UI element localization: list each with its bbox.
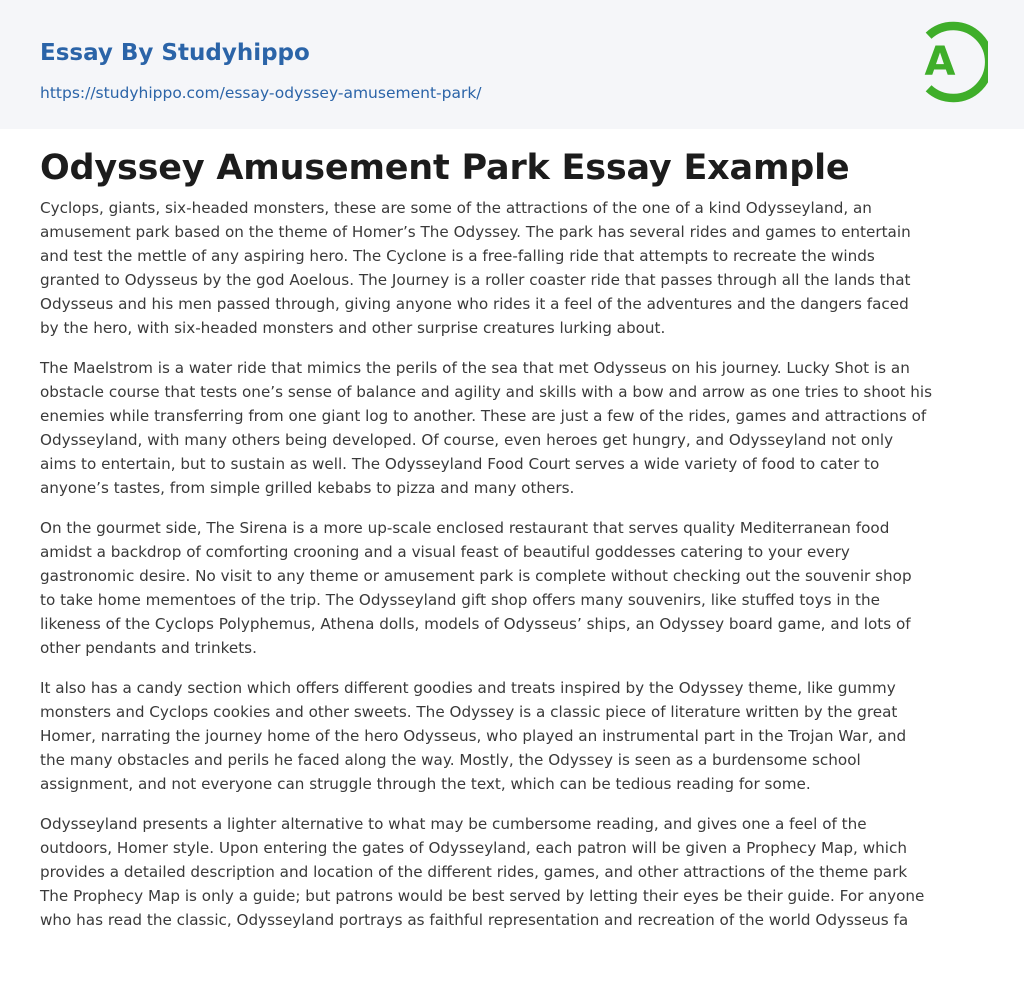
essay-paragraph [40,812,984,932]
paragraph-line: Homer, narrating the journey home of the hero Odysseus, who played an instrumental part in the Trojan War, and [40,727,907,745]
paragraph-line: The Prophecy Map is only a guide; but patrons would be best served by letting their eyes be their guide. For anyone [40,887,925,905]
paragraph-line: Cyclops, giants, six-headed monsters, these are some of the attractions of the one of a kind Odysseyland, an [40,199,872,217]
logo-letter: A [924,39,956,85]
site-header [0,0,1024,129]
brand-title: Essay By Studyhippo [40,40,310,66]
essay-paragraph [40,676,984,796]
essay-paragraph [40,356,984,500]
paragraph-line: It also has a candy section which offers different goodies and treats inspired by the Odyssey theme, like gummy [40,679,896,697]
paragraph-line: enemies while transferring from one giant log to another. These are just a few of the rides, games and attractions of [40,407,927,425]
paragraph-line: anyone’s tastes, from simple grilled kebabs to pizza and many others. [40,479,575,497]
paragraph-line: likeness of the Cyclops Polyphemus, Athena dolls, models of Odysseus’ ships, an Odyssey board game, and lots of [40,615,911,633]
paragraph-line: Odysseus and his men passed through, giving anyone who rides it a feel of the adventures and the dangers faced [40,295,909,313]
paragraph-line: by the hero, with six-headed monsters and other surprise creatures lurking about. [40,319,666,337]
paragraph-line: amidst a backdrop of comforting crooning and a visual feast of beautiful goddesses catering to your every [40,543,850,561]
paragraph-line: the many obstacles and perils he faced along the way. Mostly, the Odyssey is seen as a burdensome school [40,751,861,769]
paragraph-line: assignment, and not everyone can struggle through the text, which can be tedious reading for some. [40,775,811,793]
paragraph-line: obstacle course that tests one’s sense of balance and agility and skills with a bow and arrow as one tries to shoot his [40,383,933,401]
paragraph-line: The Maelstrom is a water ride that mimics the perils of the sea that met Odysseus on his journey. Lucky Shot is an [40,359,910,377]
source-url-link[interactable]: https://studyhippo.com/essay-odyssey-amusement-park/ [40,84,482,102]
paragraph-line: Odysseyland presents a lighter alternative to what may be cumbersome reading, and gives one a feel of the [40,815,867,833]
paragraph-line: gastronomic desire. No visit to any theme or amusement park is complete without checking out the souvenir shop [40,567,912,585]
paragraph-line: outdoors, Homer style. Upon entering the gates of Odysseyland, each patron will be given a Prophecy Map, which [40,839,907,857]
page-title: Odyssey Amusement Park Essay Example [40,148,850,188]
paragraph-line: Odysseyland, with many others being developed. Of course, even heroes get hungry, and Odysseyland not only [40,431,894,449]
paragraph-line: and test the mettle of any aspiring hero. The Cyclone is a free-falling ride that attempts to recreate the winds [40,247,875,265]
paragraph-line: who has read the classic, Odysseyland portrays as faithful representation and recreation of the world Odysseus fa [40,911,909,929]
paragraph-line: to take home mementoes of the trip. The Odysseyland gift shop offers many souvenirs, like stuffed toys in the [40,591,880,609]
essay-body [40,196,984,932]
paragraph-line: provides a detailed description and location of the different rides, games, and other attractions of the theme park [40,863,908,881]
paragraph-line: monsters and Cyclops cookies and other sweets. The Odyssey is a classic piece of literature written by the great [40,703,898,721]
paragraph-line: On the gourmet side, The Sirena is a more up-scale enclosed restaurant that serves quality Mediterranean food [40,519,890,537]
essay-paragraph [40,196,984,340]
essay-main [0,129,1024,932]
paragraph-line: amusement park based on the theme of Homer’s The Odyssey. The park has several rides and games to entertain [40,223,911,241]
paragraph-line: granted to Odysseus by the god Aoelous. The Journey is a roller coaster ride that passes through all the lands that [40,271,911,289]
paragraph-line: aims to entertain, but to sustain as well. The Odysseyland Food Court serves a wide variety of food to cater to [40,455,880,473]
paragraph-line: other pendants and trinkets. [40,639,257,657]
essay-paragraph [40,516,984,660]
studyhippo-logo-icon[interactable] [912,19,988,105]
